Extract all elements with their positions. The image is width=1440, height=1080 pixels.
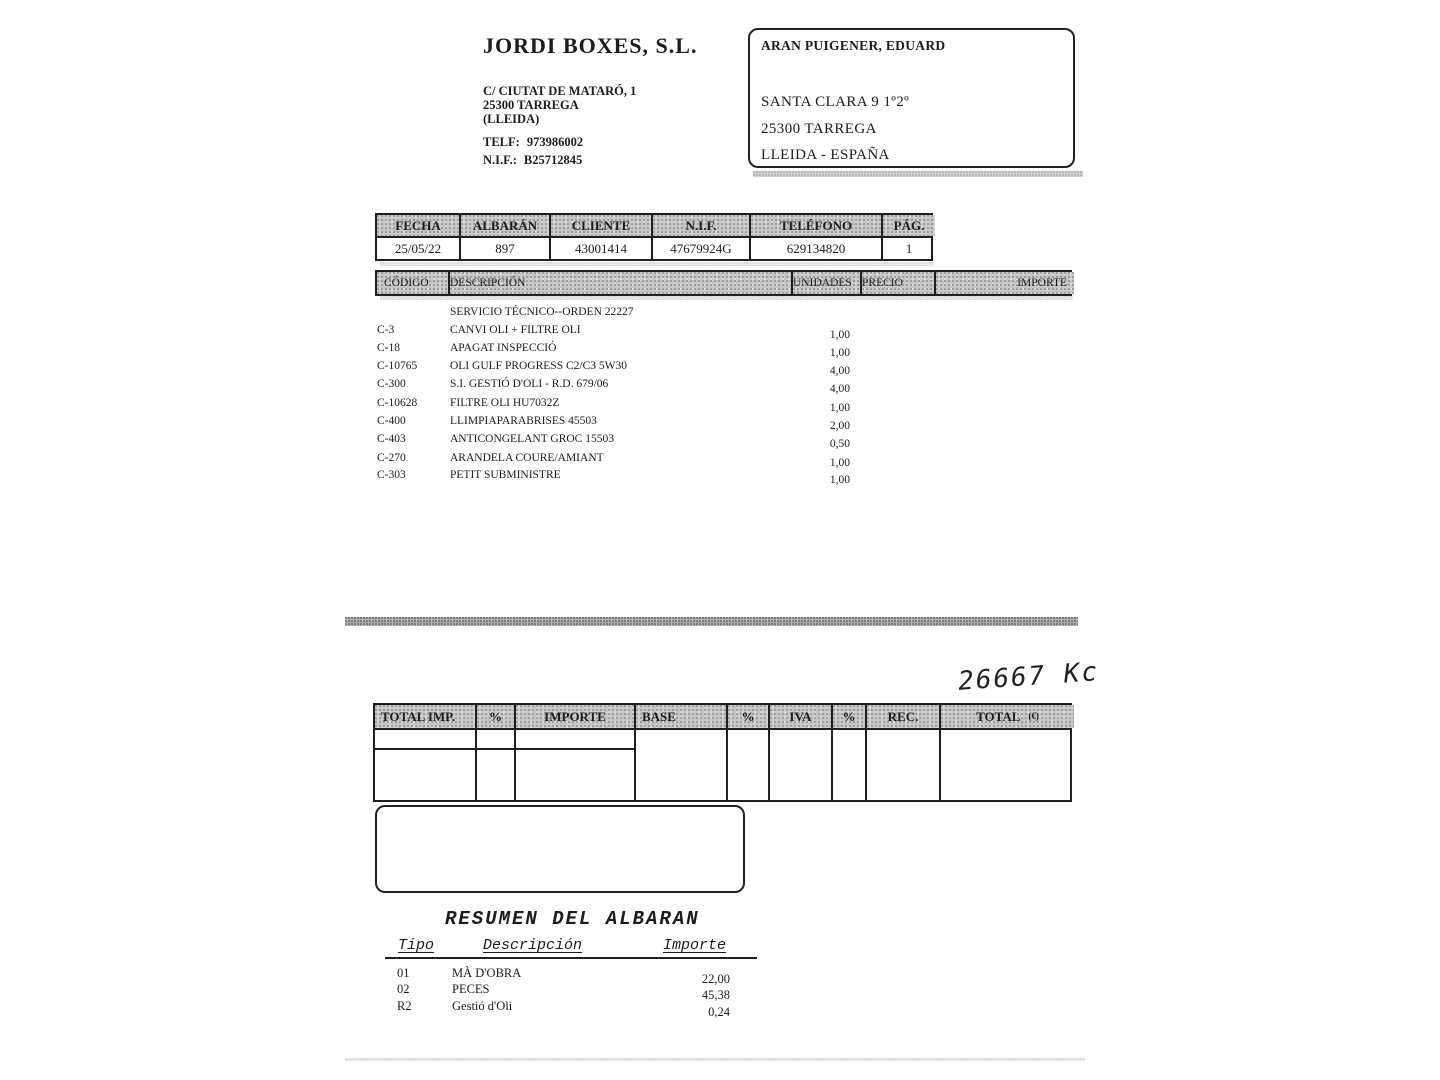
header-base: BASE [634, 705, 726, 728]
item-units: 1,00 [829, 402, 850, 414]
customer-address: SANTA CLARA 9 1º2º [761, 94, 910, 110]
info-table-data-row [377, 238, 931, 259]
cell-total-imp [375, 730, 475, 800]
nif-label: N.I.F.: [483, 153, 517, 167]
company-address-line1: C/ CIUTAT DE MATARÓ, 1 [483, 84, 637, 98]
item-units: 1,00 [829, 457, 850, 469]
value-fecha: 25/05/22 [394, 241, 442, 256]
summary-header-rule [385, 957, 757, 959]
header-importe: IMPORTE [934, 272, 1074, 294]
summary-header-tipo: Tipo [398, 937, 435, 954]
company-address-line3: (LLEIDA) [483, 112, 540, 126]
info-table-header-row [377, 215, 931, 238]
header-rec: REC. [865, 705, 939, 728]
header-telefono: TELÉFONO [749, 215, 881, 236]
item-units: 0,50 [829, 438, 850, 450]
items-header-row [377, 272, 1070, 294]
summary-tipo: 02 [397, 982, 410, 996]
summary-title: RESUMEN DEL ALBARAN [445, 908, 700, 930]
item-description: FILTRE OLI HU7032Z [450, 397, 560, 409]
header-albaran: ALBARÁN [459, 215, 549, 236]
header-unidades: UNIDADES [791, 272, 860, 294]
section-divider-bar [345, 617, 1078, 626]
phone-label: TELF: [483, 135, 520, 149]
item-row [375, 433, 1075, 449]
customer-box-shadow [753, 171, 1083, 177]
summary-descripcion: PECES [452, 982, 490, 996]
header-pct1: % [475, 705, 514, 728]
phone-value: 973986002 [526, 135, 584, 149]
company-name: JORDI BOXES, S.L. [483, 33, 698, 58]
summary-importe: 0,24 [708, 1005, 730, 1019]
item-units: 1,00 [829, 474, 850, 486]
item-description: ANTICONGELANT GROC 15503 [450, 433, 614, 445]
items-list [375, 306, 1075, 496]
totals-header-row [375, 705, 1070, 730]
value-nif: 47679924G [651, 238, 749, 259]
item-units: 4,00 [829, 383, 850, 395]
summary-header-descripcion: Descripción [483, 937, 583, 954]
item-description: S.I. GESTIÓ D'OLI - R.D. 679/06 [450, 378, 609, 390]
company-phone [483, 135, 583, 150]
cell-rec [865, 730, 939, 800]
customer-box [748, 28, 1075, 168]
summary-rows [385, 966, 757, 1026]
summary-row [385, 982, 745, 1002]
customer-name: ARAN PUIGENER, EDUARD [761, 38, 946, 53]
item-row [375, 378, 1075, 394]
item-row [375, 452, 1075, 468]
item-code: C-10628 [377, 397, 418, 409]
header-pct3: % [831, 705, 865, 728]
cell-pct2 [726, 730, 768, 800]
header-codigo: CÓDIGO [377, 272, 448, 294]
item-code: C-300 [377, 378, 406, 390]
item-description: APAGAT INSPECCIÓ [450, 342, 557, 354]
handwritten-note: 26667 Kc [957, 657, 1101, 697]
summary-descripcion: MÀ D'OBRA [452, 966, 522, 980]
company-address-line2: 25300 TARREGA [483, 98, 579, 112]
item-units: 2,00 [829, 420, 850, 432]
header-importe-total: IMPORTE [514, 705, 634, 728]
item-code: C-400 [377, 415, 406, 427]
cell-importe-total [514, 730, 634, 800]
item-row [375, 342, 1075, 358]
customer-city: 25300 TARREGA [761, 121, 877, 137]
summary-row [385, 999, 745, 1019]
item-row [375, 306, 1075, 322]
value-albaran: 897 [459, 238, 549, 259]
summary-descripcion: Gestió d'Oli [452, 999, 513, 1013]
summary-row [385, 966, 745, 986]
summary-importe: 45,38 [701, 988, 730, 1002]
item-units: 1,00 [829, 347, 850, 359]
item-description: ARANDELA COURE/AMIANT [450, 452, 604, 464]
item-description: SERVICIO TÉCNICO--ORDEN 22227 [450, 306, 634, 318]
header-total [939, 705, 1074, 728]
nif-value: B25712845 [523, 153, 583, 167]
header-precio: PRECIO [860, 272, 934, 294]
cell-iva [768, 730, 831, 800]
item-row [375, 397, 1075, 413]
item-description: CANVI OLI + FILTRE OLI [450, 324, 581, 336]
summary-tipo: 01 [397, 966, 410, 980]
total-label: TOTAL [976, 709, 1021, 724]
item-code: C-270 [377, 452, 406, 464]
cell-pct1 [475, 730, 514, 800]
notes-box [375, 805, 745, 893]
summary-header-importe: Importe [663, 937, 727, 954]
item-units: 1,00 [829, 329, 850, 341]
header-iva: IVA [768, 705, 831, 728]
item-code: C-403 [377, 433, 406, 445]
header-nif: N.I.F. [651, 215, 749, 236]
cell-base [634, 730, 726, 800]
item-row [375, 324, 1075, 340]
bottom-scan-artifact-line [345, 1058, 1085, 1061]
header-fecha: FECHA [377, 215, 459, 236]
cell-pct3 [831, 730, 865, 800]
value-telefono: 629134820 [749, 238, 881, 259]
item-code: C-10765 [377, 360, 418, 372]
header-pag: PÁG. [881, 215, 935, 236]
total-euro-unit: (€) [1028, 711, 1039, 721]
info-table [375, 213, 933, 261]
header-cliente: CLIENTE [549, 215, 651, 236]
summary-importe: 22,00 [701, 972, 730, 986]
header-total-imp: TOTAL IMP. [375, 705, 475, 728]
totals-table [373, 703, 1072, 802]
item-code: C-3 [377, 324, 395, 336]
item-units: 4,00 [829, 365, 850, 377]
company-nif [483, 153, 582, 168]
item-code: C-18 [377, 342, 400, 354]
summary-tipo: R2 [397, 999, 412, 1013]
cell-total [939, 730, 1074, 800]
item-row [375, 469, 1075, 485]
header-pct2: % [726, 705, 768, 728]
customer-region: LLEIDA - ESPAÑA [761, 147, 890, 163]
totals-body [375, 730, 1070, 800]
item-row [375, 360, 1075, 376]
items-header-shadow [380, 296, 1073, 300]
header-descripcion: DESCRIPCIÓN [448, 272, 791, 294]
value-cliente: 43001414 [549, 238, 651, 259]
item-description: PETIT SUBMINISTRE [450, 469, 561, 481]
info-table-shadow [380, 262, 933, 266]
item-row [375, 415, 1075, 431]
value-pag: 1 [881, 238, 935, 259]
items-table-header [375, 270, 1072, 296]
item-description: OLI GULF PROGRESS C2/C3 5W30 [450, 360, 627, 372]
item-code: C-303 [377, 469, 406, 481]
item-description: LLIMPIAPARABRISES 45503 [450, 415, 597, 427]
